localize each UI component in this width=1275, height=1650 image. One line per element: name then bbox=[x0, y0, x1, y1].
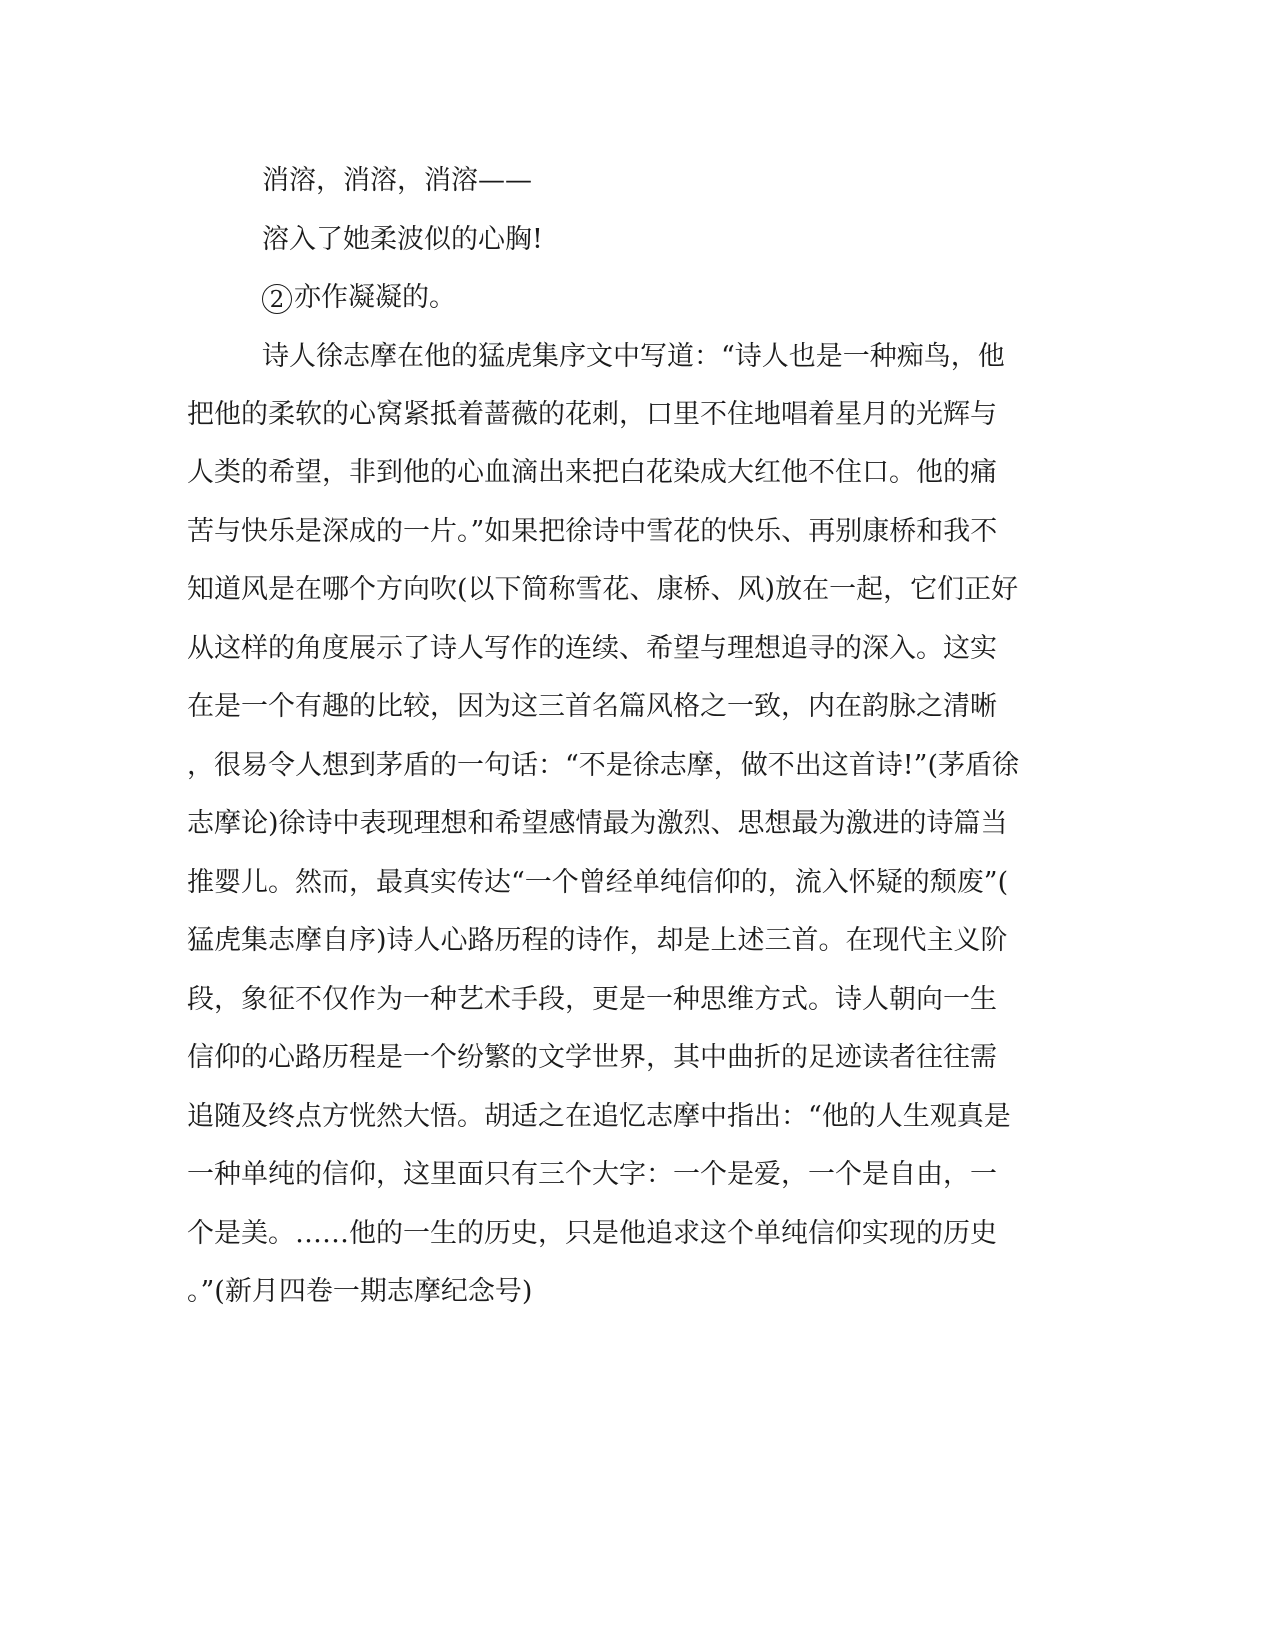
paragraph-line-9: 志摩论)徐诗中表现理想和希望感情最为激烈、思想最为激进的诗篇当 bbox=[187, 808, 1008, 839]
paragraph-line-17: 。”(新月四卷一期志摩纪念号) bbox=[187, 1276, 533, 1307]
footnote bbox=[262, 280, 456, 316]
paragraph-line-16: 个是美。……他的一生的历史，只是他追求这个单纯信仰实现的历史 bbox=[187, 1218, 997, 1249]
paragraph-line-2: 把他的柔软的心窝紧抵着蔷薇的花刺，口里不住地唱着星月的光辉与 bbox=[187, 399, 997, 430]
paragraph-line-3: 人类的希望，非到他的心血滴出来把白花染成大红他不住口。他的痛 bbox=[187, 457, 997, 488]
poem-line-2: 溶入了她柔波似的心胸! bbox=[262, 224, 543, 255]
paragraph-line-4: 苦与快乐是深成的一片。”如果把徐诗中雪花的快乐、再别康桥和我不 bbox=[187, 516, 998, 547]
paragraph-line-6: 从这样的角度展示了诗人写作的连续、希望与理想追寻的深入。这实 bbox=[187, 633, 997, 664]
paragraph-line-5: 知道风是在哪个方向吹(以下简称雪花、康桥、风)放在一起，它们正好 bbox=[187, 574, 1019, 605]
paragraph-line-7: 在是一个有趣的比较，因为这三首名篇风格之一致，内在韵脉之清晰 bbox=[187, 691, 997, 722]
footnote-marker: 2 bbox=[262, 284, 292, 314]
paragraph-line-11: 猛虎集志摩自序)诗人心路历程的诗作，却是上述三首。在现代主义阶 bbox=[187, 925, 1008, 956]
paragraph-line-15: 一种单纯的信仰，这里面只有三个大字：一个是爱，一个是自由，一 bbox=[187, 1159, 997, 1190]
paragraph-line-8: ，很易令人想到茅盾的一句话：“不是徐志摩，做不出这首诗!”(茅盾徐 bbox=[187, 750, 1019, 781]
paragraph-line-14: 追随及终点方恍然大悟。胡适之在追忆志摩中指出：“他的人生观真是 bbox=[187, 1101, 1011, 1132]
footnote-text: 亦作凝凝的。 bbox=[294, 282, 456, 313]
paragraph-line-12: 段，象征不仅作为一种艺术手段，更是一种思维方式。诗人朝向一生 bbox=[187, 984, 997, 1015]
poem-line-1: 消溶，消溶，消溶—— bbox=[262, 165, 532, 196]
paragraph-line-13: 信仰的心路历程是一个纷繁的文学世界，其中曲折的足迹读者往往需 bbox=[187, 1042, 997, 1073]
paragraph-line-1: 诗人徐志摩在他的猛虎集序文中写道：“诗人也是一种痴鸟，他 bbox=[262, 341, 1005, 372]
paragraph-line-10: 推婴儿。然而，最真实传达“一个曾经单纯信仰的，流入怀疑的颓废”( bbox=[187, 867, 1009, 898]
